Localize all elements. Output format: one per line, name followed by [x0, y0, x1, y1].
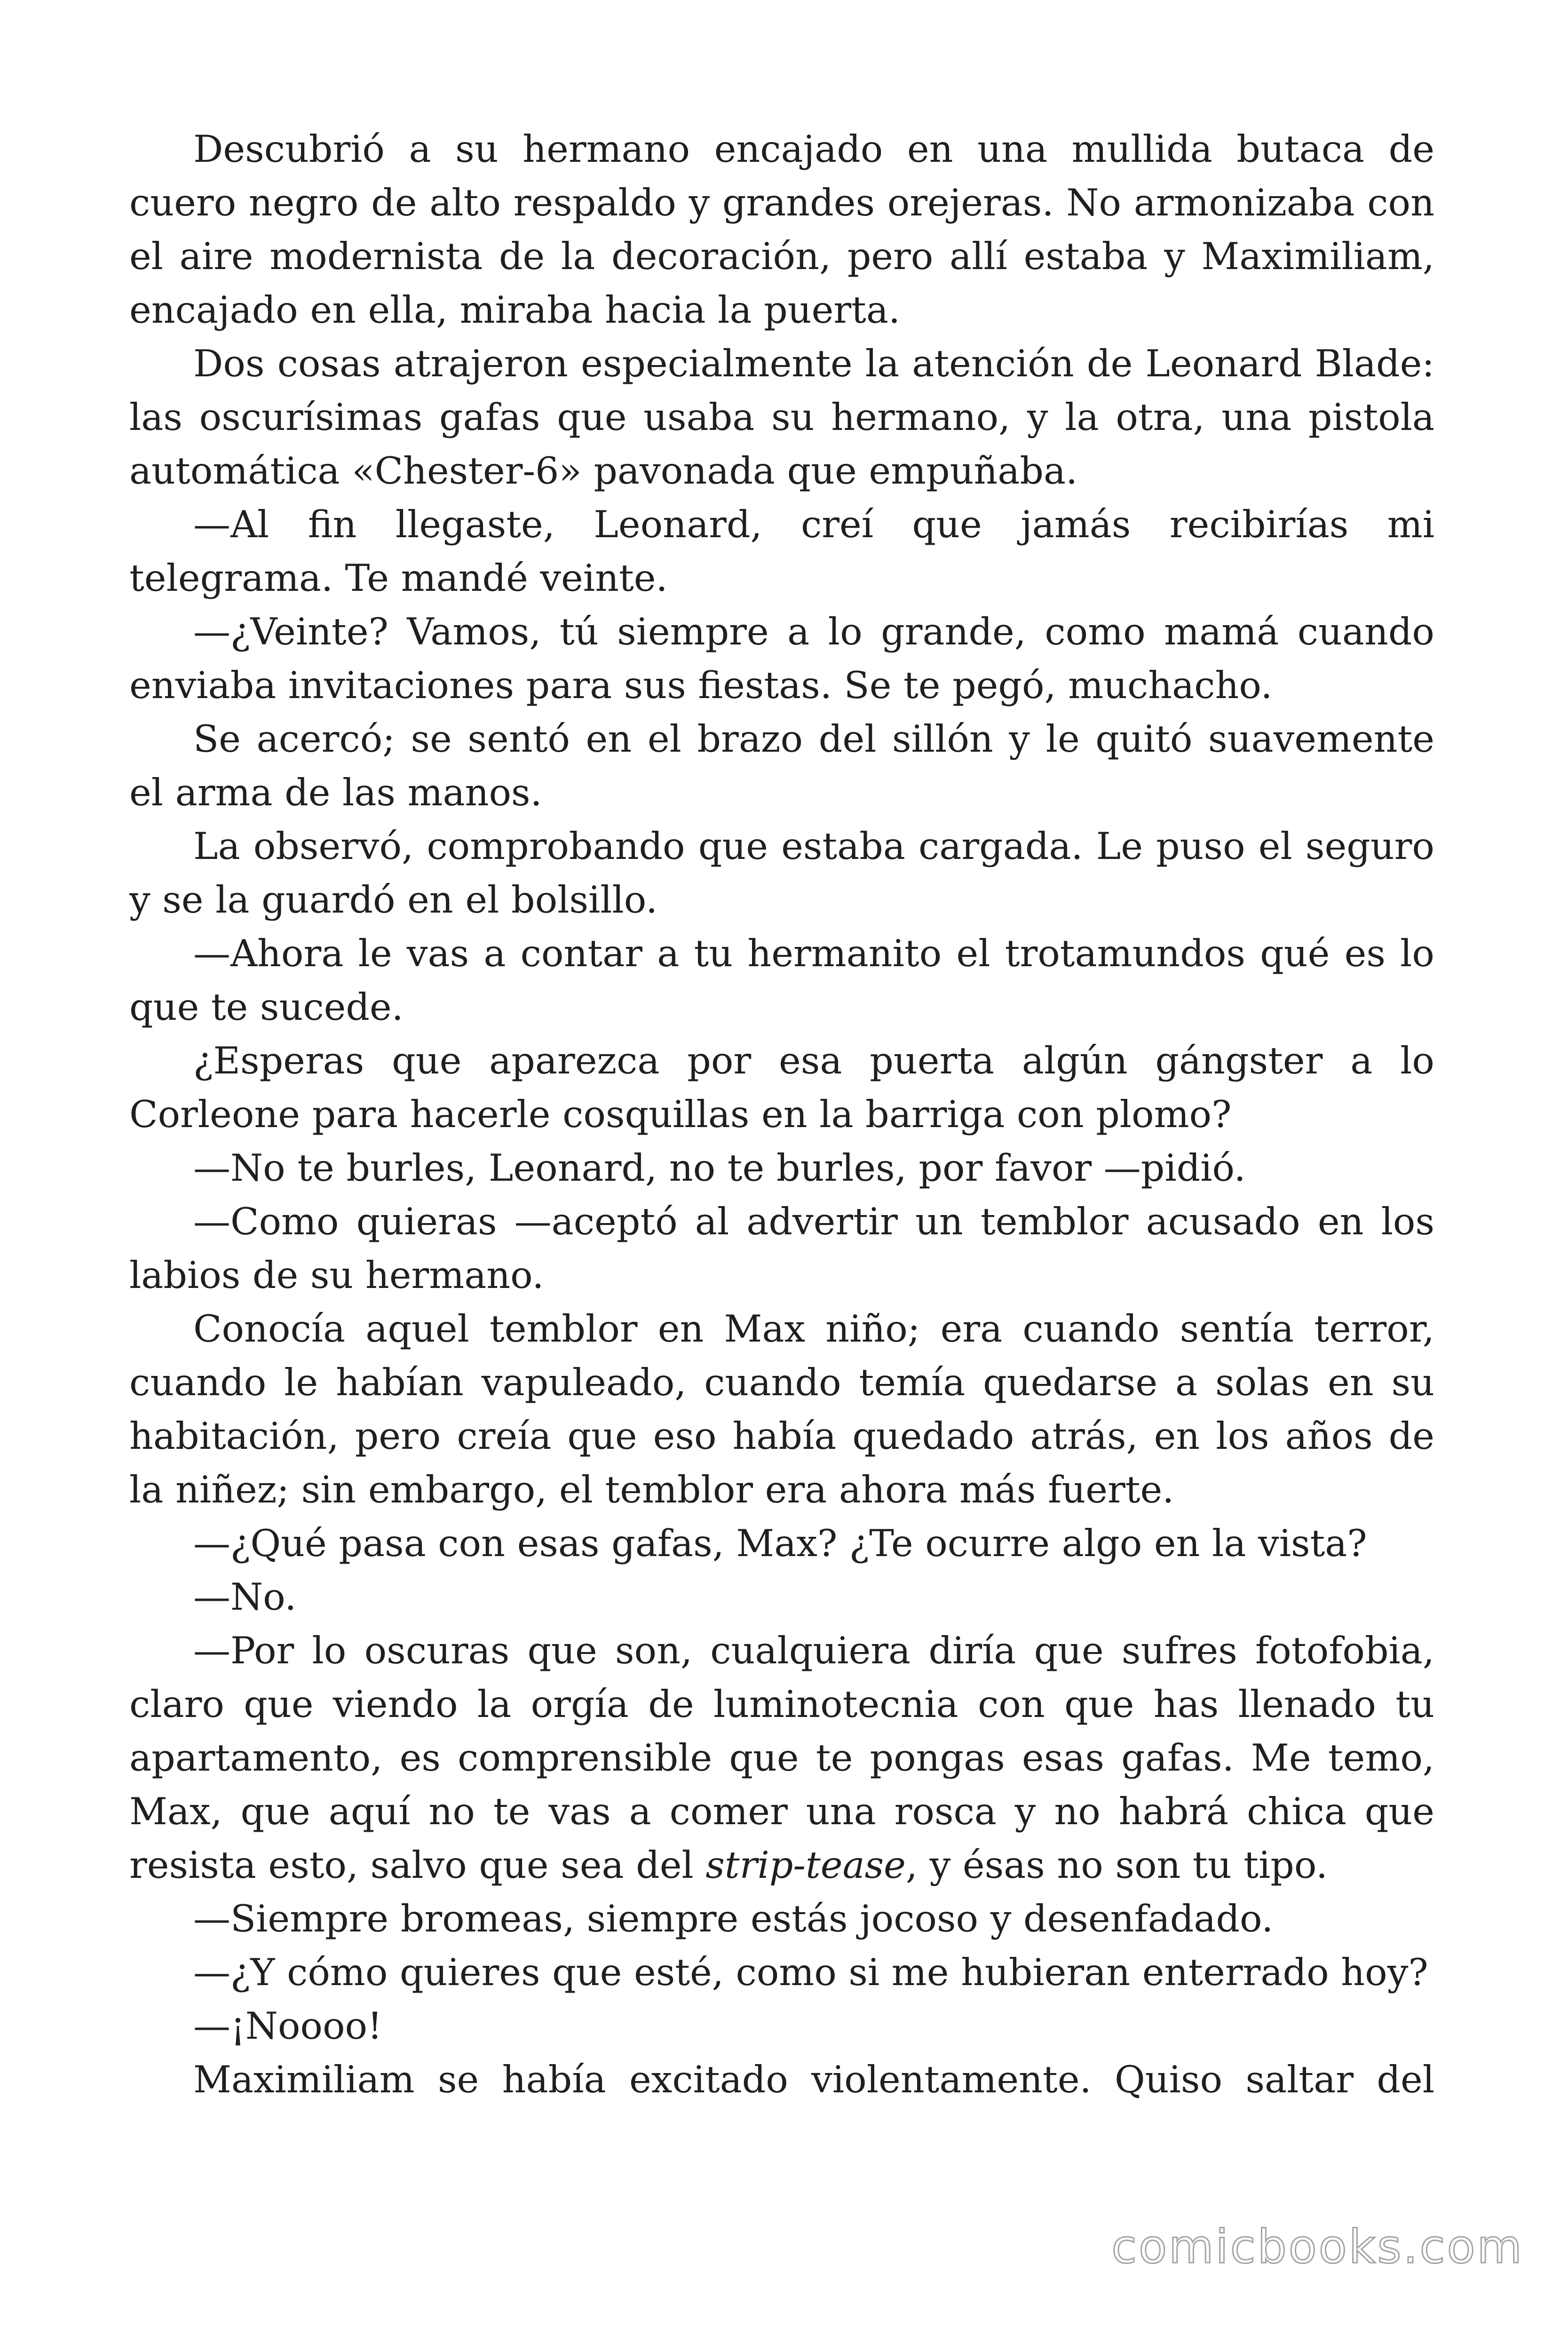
paragraph: —No te burles, Leonard, no te burles, por favor —pidió. — [193, 1146, 1246, 1190]
paragraph: ¿Esperas que aparezca por esa puerta algún gángster a lo Corleone para hacerle cosquillas en la barriga con plomo? — [129, 1039, 1434, 1136]
paragraph: Descubrió a su hermano encajado en una mullida butaca de cuero negro de alto respaldo y grandes orejeras. No armonizaba con el aire modernista de la decoración, pero allí estaba y Maximiliam, encajado en ella, miraba hacia la puerta. — [129, 127, 1434, 332]
italic-term: strip-tease — [705, 1843, 906, 1887]
paragraph: Dos cosas atrajeron especialmente la atención de Leonard Blade: las oscurísimas gafas que usaba su hermano, y la otra, una pistola automática «Chester-6» pavonada que empuñaba. — [129, 342, 1434, 493]
paragraph: —No. — [193, 1575, 297, 1619]
paragraph: Maximiliam se había excitado violentamente. Quiso saltar del — [193, 2058, 1434, 2101]
paragraph: —Ahora le vas a contar a tu hermanito el trotamundos qué es lo que te sucede. — [129, 932, 1434, 1029]
paragraph: —Siempre bromeas, siempre estás jocoso y desenfadado. — [193, 1897, 1274, 1940]
watermark-text: comicbooks.com — [1111, 2220, 1524, 2274]
paragraph: Conocía aquel temblor en Max niño; era cuando sentía terror, cuando le habían vapuleado, cuando temía quedarse a solas en su habitación, pero creía que eso había quedado atrás, en los años de la niñez; sin embargo, el temblor era ahora más fuerte. — [129, 1307, 1434, 1511]
paragraph: La observó, comprobando que estaba cargada. Le puso el seguro y se la guardó en el bolsillo. — [129, 825, 1434, 922]
paragraph: Se acercó; se sentó en el brazo del sillón y le quitó suavemente el arma de las manos. — [129, 717, 1434, 814]
paragraph: —Al fin llegaste, Leonard, creí que jamás recibirías mi telegrama. Te mandé veinte. — [129, 503, 1434, 600]
paragraph-with-italic — [129, 1624, 1434, 1892]
book-page-text — [129, 122, 1434, 2106]
paragraph-text: —Por lo oscuras que son, cualquiera diría que sufres fotofobia, claro que viendo la orgía de luminotecnia con que has llenado tu apartamento, es comprensible que te pongas esas gafas. Me temo, Max, que aquí no te vas a comer una rosca y no habrá chica que resista esto, salvo que sea del — [129, 1629, 1434, 1887]
paragraph: —¿Veinte? Vamos, tú siempre a lo grande, como mamá cuando enviaba invitaciones para sus fiestas. Se te pegó, muchacho. — [129, 610, 1434, 707]
paragraph-text: , y ésas no son tu tipo. — [905, 1843, 1328, 1887]
paragraph: —¿Qué pasa con esas gafas, Max? ¿Te ocurre algo en la vista? — [193, 1522, 1367, 1565]
paragraph: —¿Y cómo quieres que esté, como si me hubieran enterrado hoy? — [193, 1951, 1428, 1994]
paragraph: —¡Noooo! — [193, 2004, 382, 2048]
paragraph: —Como quieras —aceptó al advertir un temblor acusado en los labios de su hermano. — [129, 1200, 1434, 1297]
